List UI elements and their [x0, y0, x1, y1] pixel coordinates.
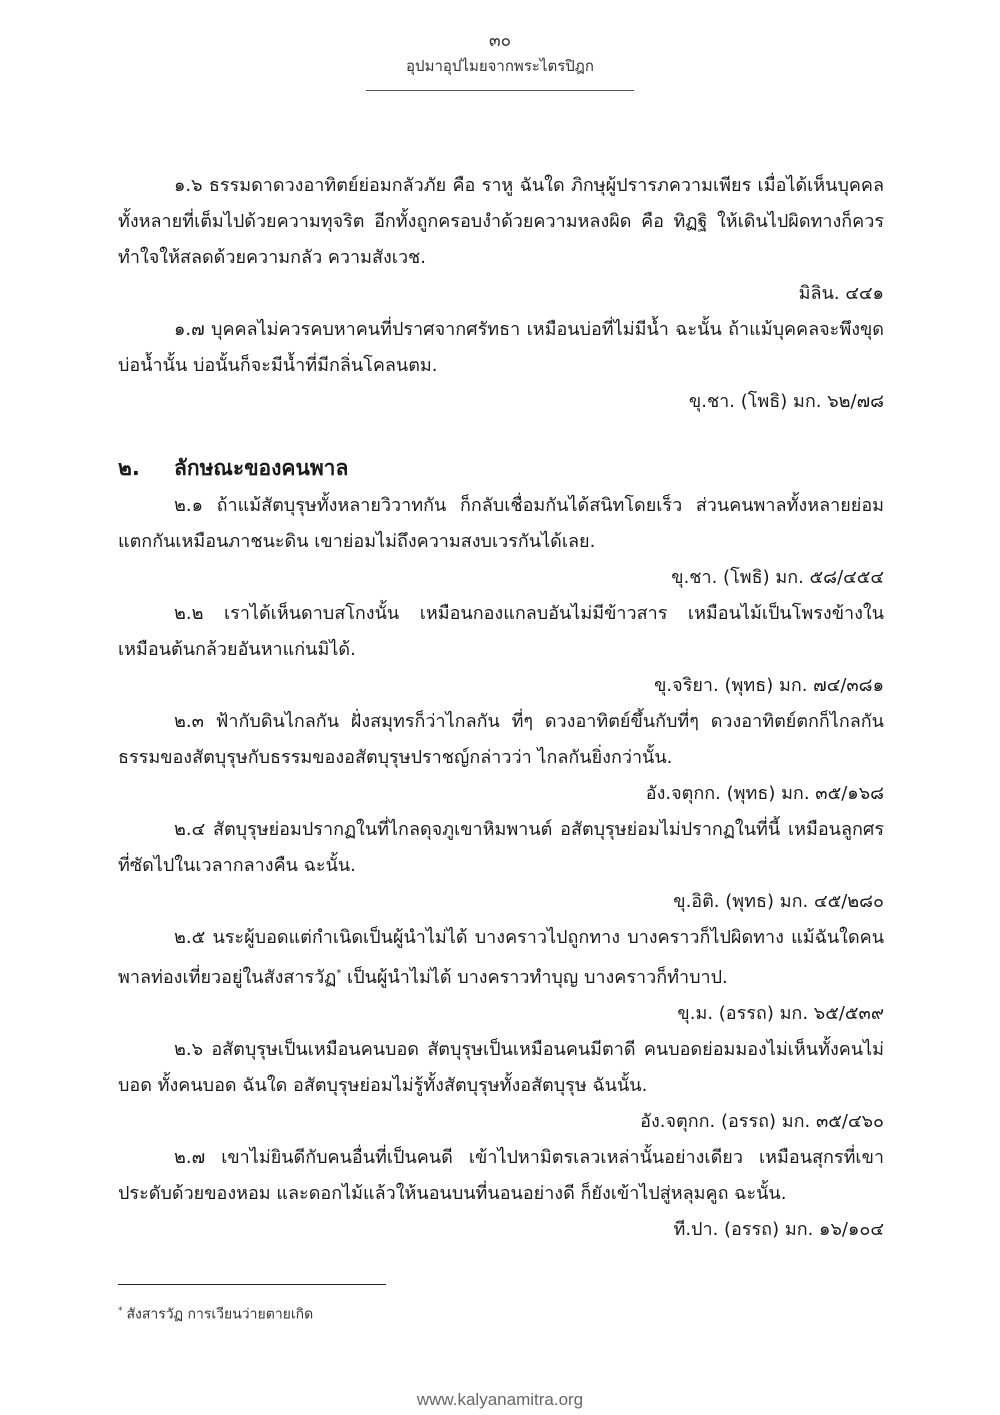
reference-2-1: ขุ.ชา. (โพธิ) มก. ๕๘/๔๕๔	[671, 567, 884, 588]
reference-2-6: อัง.จตุกก. (อรรถ) มก. ๓๕/๔๖๐	[640, 1111, 884, 1132]
footnote-text: สังสารวัฏ การเวียนว่ายตายเกิด	[126, 1306, 314, 1323]
section-number: ๒.	[118, 456, 140, 480]
book-title: อุปมาอุปไมยจากพระไตรปิฎก	[406, 57, 594, 75]
footnote-mark[interactable]: *	[336, 968, 342, 979]
footnote-marker: *	[118, 1306, 123, 1316]
paragraph-2-7: ๒.๗ เขาไม่ยินดีกับคนอื่นที่เป็นคนดี เข้าไปหามิตรเลวเหล่านั้นอย่างเดียว เหมือนสุกรที่เขาประดับด้วยของหอม และดอกไม้แล้วให้นอนบนที่นอนอย่างดี ก็ยังเข้าไปสู่หลุมคูถ ฉะนั้น.	[118, 1147, 884, 1204]
paragraph-2-3: ๒.๓ ฟ้ากับดินไกลกัน ฝั่งสมุทรก็ว่าไกลกัน ที่ๆ ดวงอาทิตย์ขึ้นกับที่ๆ ดวงอาทิตย์ตกก็ไกลกัน ธรรมของสัตบุรุษกับธรรมของอสัตบุรุษปราชญ์กล่าวว่า ไกลกันยิ่งกว่านั้น.	[118, 711, 884, 768]
reference-2-3: อัง.จตุกก. (พุทธ) มก. ๓๕/๑๖๘	[645, 783, 884, 804]
paragraph-1-6: ๑.๖ ธรรมดาดวงอาทิตย์ย่อมกลัวภัย คือ ราหู ฉันใด ภิกษุผู้ปรารภความเพียร เมื่อได้เห็นบุคคลทั้งหลายที่เต็มไปด้วยความทุจริต อีกทั้งถูกครอบงำด้วยความหลงผิด คือ ทิฏฐิ ให้เดินไปผิดทางก็ควรทำใจให้สลดด้วยความกลัว ความสังเวช.	[118, 175, 884, 268]
paragraph-2-1: ๒.๑ ถ้าแม้สัตบุรุษทั้งหลายวิวาทกัน ก็กลับเชื่อมกันได้สนิทโดยเร็ว ส่วนคนพาลทั้งหลายย่อมแตกกันเหมือนภาชนะดิน เขาย่อมไม่ถึงความสงบเวรกันได้เลย.	[118, 495, 884, 552]
paragraph-2-6: ๒.๖ อสัตบุรุษเป็นเหมือนคนบอด สัตบุรุษเป็นเหมือนคนมีตาดี คนบอดย่อมมองไม่เห็นทั้งคนไม่บอด ทั้งคนบอด ฉันใด อสัตบุรุษย่อมไม่รู้ทั้งสัตบุรุษทั้งอสัตบุรุษ ฉันนั้น.	[118, 1039, 884, 1096]
reference-1-7: ขุ.ชา. (โพธิ) มก. ๖๒/๗๘	[688, 391, 884, 412]
paragraph-2-5-part-1: ๒.๕ นระผู้บอดแต่กำเนิดเป็นผู้นำไม่ได้ บางคราวไปถูกทาง บางคราวก็ไปผิดทาง แม้ฉันใดคนพาลท่องเที่ยวอยู่ในสังสารวัฏ	[118, 927, 884, 988]
page-number: ๓๐	[489, 31, 511, 51]
footnote	[118, 1300, 313, 1326]
paragraph-2-5	[118, 920, 884, 996]
section-heading	[118, 448, 884, 488]
footnote-divider	[118, 1284, 386, 1285]
reference-2-4: ขุ.อิติ. (พุทธ) มก. ๔๕/๒๘๐	[673, 891, 884, 912]
reference-1-6: มิลิน. ๔๔๑	[798, 283, 884, 304]
reference-2-2: ขุ.จริยา. (พุทธ) มก. ๗๔/๓๘๑	[654, 675, 884, 696]
section-title: ลักษณะของคนพาล	[174, 456, 349, 480]
paragraph-2-2: ๒.๒ เราได้เห็นดาบสโกงนั้น เหมือนกองแกลบอันไม่มีข้าวสาร เหมือนไม้เป็นโพรงข้างในเหมือนต้นกล้วยอันหาแก่นมิได้.	[118, 603, 884, 660]
paragraph-2-4: ๒.๔ สัตบุรุษย่อมปรากฏในที่ไกลดุจภูเขาหิมพานต์ อสัตบุรุษย่อมไม่ปรากฏในที่นี้ เหมือนลูกศรที่ซัดไปในเวลากลางคืน ฉะนั้น.	[118, 819, 884, 876]
footer-url-link[interactable]: www.kalyanamitra.org	[416, 1390, 584, 1409]
paragraph-2-5-part-2: เป็นผู้นำไม่ได้ บางคราวทำบุญ บางคราวก็ทำบาป.	[341, 967, 728, 988]
paragraph-1-7: ๑.๗ บุคคลไม่ควรคบหาคนที่ปราศจากศรัทธา เหมือนบ่อที่ไม่มีน้ำ ฉะนั้น ถ้าแม้บุคคลจะพึงขุดบ่อน้ำนั้น บ่อนั้นก็จะมีน้ำที่มีกลิ่นโคลนตม.	[118, 319, 884, 376]
reference-2-5: ขุ.ม. (อรรถ) มก. ๖๕/๕๓๙	[677, 1003, 884, 1024]
header-divider	[366, 90, 634, 91]
page-content	[118, 168, 884, 1248]
page-header	[0, 28, 1000, 91]
reference-2-7: ที.ปา. (อรรถ) มก. ๑๖/๑๐๔	[673, 1219, 884, 1240]
